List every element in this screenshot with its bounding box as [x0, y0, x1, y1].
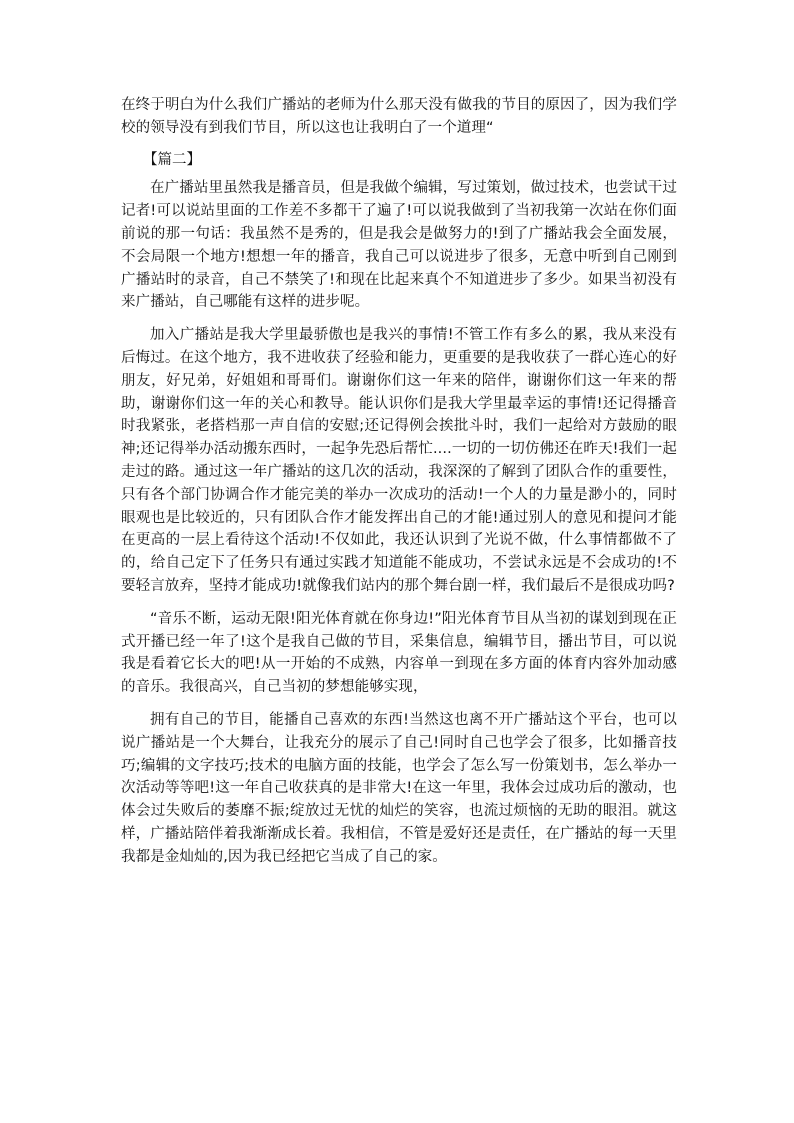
body-paragraph-2: 加入广播站是我大学里最骄傲也是我兴的事情!不管工作有多么的累，我从来没有后悔过。在这个地方，我不进收获了经验和能力，更重要的是我收获了一群心连心的好朋友，好兄弟，好姐姐和哥哥们。谢谢你们这一年来的陪伴，谢谢你们这一年来的帮助，谢谢你们这一年的关心和教导。能认识你们是我大学里最幸运的事情!还记得播音时我紧张，老搭档那一声自信的安慰;还记得例会挨批斗时，我们一起给对方鼓励的眼神;还记得举办活动搬东西时，一起争先恐后帮忙....一切的一切仿佛还在昨天!我们一起走过的路。通过这一年广播站的这几次的活动，我深深的了解到了团队合作的重要性，只有各个部门协调合作才能完美的举办一次成功的活动!一个人的力量是渺小的，同时眼观也是比较近的，只有团队合作才能发挥出自己的才能!通过别人的意见和提问才能在更高的一层上看待这个活动!不仅如此，我还认识到了光说不做，什么事情都做不了的，给自己定下了任务只有通过实践才知道能不能成功，不尝试永远是不会成功的!不要轻言放弃，坚持才能成功!就像我们站内的那个舞台剧一样，我们最后不是很成功吗?	[121, 327, 677, 594]
body-paragraph-1: 在广播站里虽然我是播音员，但是我做个编辑，写过策划，做过技术，也尝试干过记者!可以说站里面的工作差不多都干了遍了!可以说我做到了当初我第一次站在你们面前说的那一句话：我虽然不是秀的，但是我会是做努力的!到了广播站我会全面发展，不会局限一个地方!想想一年的播音，我自己可以说进步了很多，无意中听到自己刚到广播站时的录音，自己不禁笑了!和现在比起来真个不知道进步了多少。如果当初没有来广播站，自己哪能有这样的进步呢。	[121, 180, 677, 311]
document-page	[121, 94, 677, 869]
body-paragraph-4: 拥有自己的节目，能播自己喜欢的东西!当然这也离不开广播站这个平台，也可以说广播站是一个大舞台，让我充分的展示了自己!同时自己也学会了很多，比如播音技巧;编辑的文字技巧;技术的电脑方面的技能，也学会了怎么写一份策划书，怎么举办一次活动等等吧!这一年自己收获真的是非常大!在这一年里，我体会过成功后的激动，也体会过失败后的萎靡不振;绽放过无忧的灿烂的笑容，也流过烦恼的无助的眼泪。就这样，广播站陪伴着我渐渐成长着。我相信，不管是爱好还是责任，在广播站的每一天里我都是金灿灿的,因为我已经把它当成了自己的家。	[121, 711, 677, 865]
intro-paragraph: 在终于明白为什么我们广播站的老师为什么那天没有做我的节目的原因了，因为我们学校的领导没有到我们节目，所以这也让我明白了一个道理“	[121, 97, 677, 136]
body-paragraph-3: “音乐不断，运动无限!阳光体育就在你身边!”阳光体育节目从当初的谋划到现在正式开播已经一年了!这个是我自己做的节目，采集信息，编辑节目，播出节目，可以说我是看着它长大的吧!从一开始的不成熟，内容单一到现在多方面的体育内容外加动感的音乐。我很高兴，自己当初的梦想能够实现，	[121, 610, 677, 696]
section-heading: 【篇二】	[143, 151, 201, 168]
